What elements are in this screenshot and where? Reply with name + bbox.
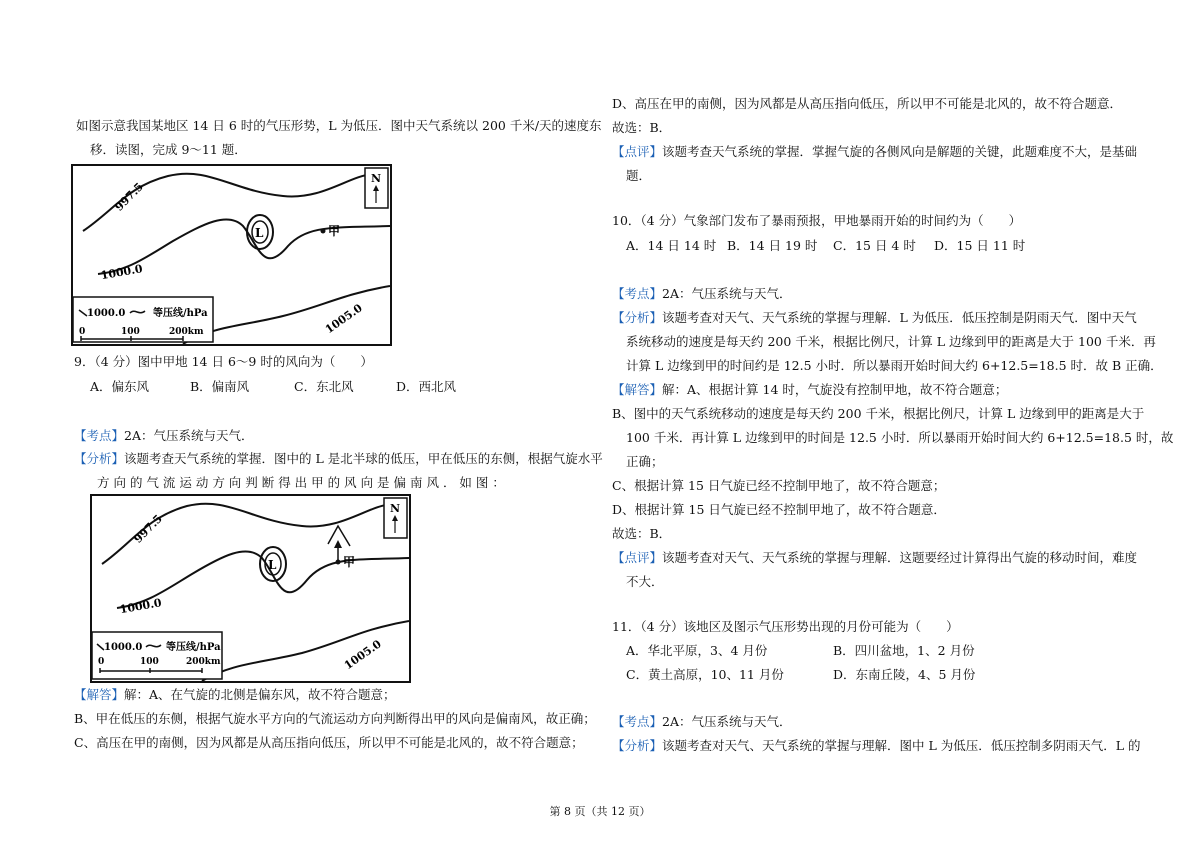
low-label: L [255, 226, 264, 240]
q10-dianping-1 [612, 550, 1137, 566]
fenxi-text-r3: 该题考查对天气、天气系统的掌握与理解．图中 L 为低压．低压控制多阴雨天气．L 的 [662, 738, 1141, 753]
scale-200: 200km [169, 327, 204, 337]
north-label-2: N [390, 502, 401, 515]
q10-jieda-5: C、根据计算 15 日气旋已经不控制甲地了，故不符合题意； [612, 478, 946, 493]
kaodian-tag: 【考点】 [74, 428, 125, 443]
legend-line-value: 1000.0 [87, 308, 126, 319]
q10-jieda-6: D、根据计算 15 日气旋已经不控制甲地了，故不符合题意． [612, 502, 946, 517]
kaodian-text-2: 2A：气压系统与天气． [662, 286, 792, 301]
isobar-1000-label-2: 1000.0 [118, 596, 163, 617]
q11-fenxi-1 [612, 738, 1141, 754]
intro-line-1: 如图示意我国某地区 14 日 6 时的气压形势，L 为低压．图中天气系统以 200 千米/天的速度东 [76, 118, 602, 133]
r-line-d: D、高压在甲的南侧，因为风都是从高压指向低压，所以甲不可能是北风的，故不符合题意． [612, 96, 1123, 111]
dianping-tag-2: 【点评】 [612, 550, 663, 565]
q9-jieda-3: C、高压在甲的南侧，因为风都是从高压指向低压，所以甲不可能是北风的，故不符合题意； [74, 735, 584, 750]
point-jia-label-2: 甲 [343, 555, 356, 569]
question-9: 9．（4 分）图中甲地 14 日 6～9 时的风向为（ ） [74, 354, 373, 369]
q9-kaodian [74, 428, 254, 444]
fenxi-tag: 【分析】 [74, 451, 125, 466]
q10-fenxi-1 [612, 310, 1137, 326]
q9-option-a: A．偏东风 [90, 379, 150, 394]
q9-fenxi-1 [74, 451, 603, 467]
q10-jieda-2: B、图中的天气系统移动的速度是每天约 200 千米，根据比例尺，计算 L 边缘到甲的距离是大于 [612, 406, 1145, 421]
kaodian-text-3: 2A：气压系统与天气． [662, 714, 792, 729]
isobar-997-label: 997.5 [112, 180, 146, 214]
q10-dianping-2: 不大． [626, 574, 664, 589]
q9-option-d: D．西北风 [396, 379, 457, 394]
q10-jieda-1 [612, 382, 1007, 398]
legend-line-value-2: 1000.0 [104, 642, 143, 653]
dianping-tag: 【点评】 [612, 144, 663, 159]
q9-fenxi-2: 方 向 的 气 流 运 动 方 向 判 断 得 出 甲 的 风 向 是 偏 南 风 ． 如 图 ： [97, 475, 505, 490]
q10-option-c: C．15 日 4 时 [833, 238, 916, 253]
scale-0: 0 [79, 327, 86, 337]
isobar-1005-label-2: 1005.0 [341, 637, 384, 673]
pressure-map-1 [71, 164, 392, 346]
kaodian-text: 2A：气压系统与天气． [124, 428, 254, 443]
q10-jieda-4: 正确； [626, 454, 664, 469]
q10-fenxi-2: 系统移动的速度是每天约 200 千米，根据比例尺，计算 L 边缘到甲的距离是大于 100 千米．再 [626, 334, 1156, 349]
q9-option-b: B．偏南风 [190, 379, 250, 394]
q11-option-c: C．黄土高原，10、11 月份 [626, 667, 784, 682]
page-footer: 第 8 页（共 12 页） [549, 805, 651, 818]
scale-100-2: 100 [140, 657, 159, 667]
fenxi-text-1: 该题考查天气系统的掌握．图中的 L 是北半球的低压，甲在低压的东侧，根据气旋水平 [124, 451, 603, 466]
scale-200-2: 200km [186, 657, 221, 667]
q10-option-b: B．14 日 19 时 [727, 238, 818, 253]
kaodian-tag-2: 【考点】 [612, 286, 663, 301]
legend-text: 等压线/hPa [153, 308, 208, 319]
q11-option-b: B．四川盆地，1、2 月份 [833, 643, 975, 658]
q11-kaodian [612, 714, 792, 730]
r-choice-1: 故选：B． [612, 120, 672, 135]
scale-100: 100 [121, 327, 140, 337]
fenxi-tag-2: 【分析】 [612, 310, 663, 325]
dianping-text-r1: 该题考查对天气、天气系统的掌握与理解．这题要经过计算得出气旋的移动时间，难度 [662, 550, 1138, 565]
fenxi-tag-3: 【分析】 [612, 738, 663, 753]
scale-0-2: 0 [98, 657, 105, 667]
q10-option-d: D．15 日 11 时 [934, 238, 1026, 253]
jieda-text-1: 解：A、在气旋的北侧是偏东风，故不符合题意； [124, 687, 396, 702]
dianping-text-1: 该题考查天气系统的掌握．掌握气旋的各侧风向是解题的关键，此题难度不大，是基础 [662, 144, 1138, 159]
jieda-tag: 【解答】 [74, 687, 125, 702]
q10-option-a: A．14 日 14 时 [626, 238, 717, 253]
jieda-text-r1: 解：A、根据计算 14 时，气旋没有控制甲地，故不符合题意； [662, 382, 1008, 397]
fenxi-text-r1: 该题考查对天气、天气系统的掌握与理解．L 为低压．低压控制是阴雨天气．图中天气 [662, 310, 1137, 325]
intro-line-2: 移．读图，完成 9～11 题． [90, 142, 247, 157]
r-choice-2: 故选：B． [612, 526, 672, 541]
r-dianping-2: 题． [626, 168, 652, 183]
q10-fenxi-3: 计算 L 边缘到甲的时间约是 12.5 小时．所以暴雨开始时间大约 6+12.5=18.5 时．故 B 正确． [626, 358, 1163, 373]
question-11: 11．（4 分）该地区及图示气压形势出现的月份可能为（ ） [612, 619, 959, 634]
north-label: N [371, 172, 382, 185]
legend-text-2: 等压线/hPa [166, 642, 221, 653]
isobar-1000-label: 1000.0 [99, 262, 144, 283]
question-10: 10．（4 分）气象部门发布了暴雨预报，甲地暴雨开始的时间约为（ ） [612, 213, 1022, 228]
q11-option-a: A．华北平原，3、4 月份 [626, 643, 768, 658]
q10-kaodian [612, 286, 792, 302]
point-jia-label: 甲 [328, 224, 341, 238]
q9-jieda-1 [74, 687, 396, 703]
jieda-tag-2: 【解答】 [612, 382, 663, 397]
isobar-1005-label: 1005.0 [322, 301, 365, 337]
q9-jieda-2: B、甲在低压的东侧，根据气旋水平方向的气流运动方向判断得出甲的风向是偏南风，故正确； [74, 711, 596, 726]
q11-option-d: D．东南丘陵，4、5 月份 [833, 667, 976, 682]
r-dianping-1 [612, 144, 1137, 160]
q10-jieda-3: 100 千米．再计算 L 边缘到甲的时间是 12.5 小时．所以暴雨开始时间大约 6+12.5=18.5 时，故 [626, 430, 1174, 445]
low-label-2: L [268, 558, 277, 572]
pressure-map-2 [90, 494, 411, 683]
q9-option-c: C．东北风 [294, 379, 354, 394]
kaodian-tag-3: 【考点】 [612, 714, 663, 729]
isobar-997-label-2: 997.5 [131, 512, 165, 546]
